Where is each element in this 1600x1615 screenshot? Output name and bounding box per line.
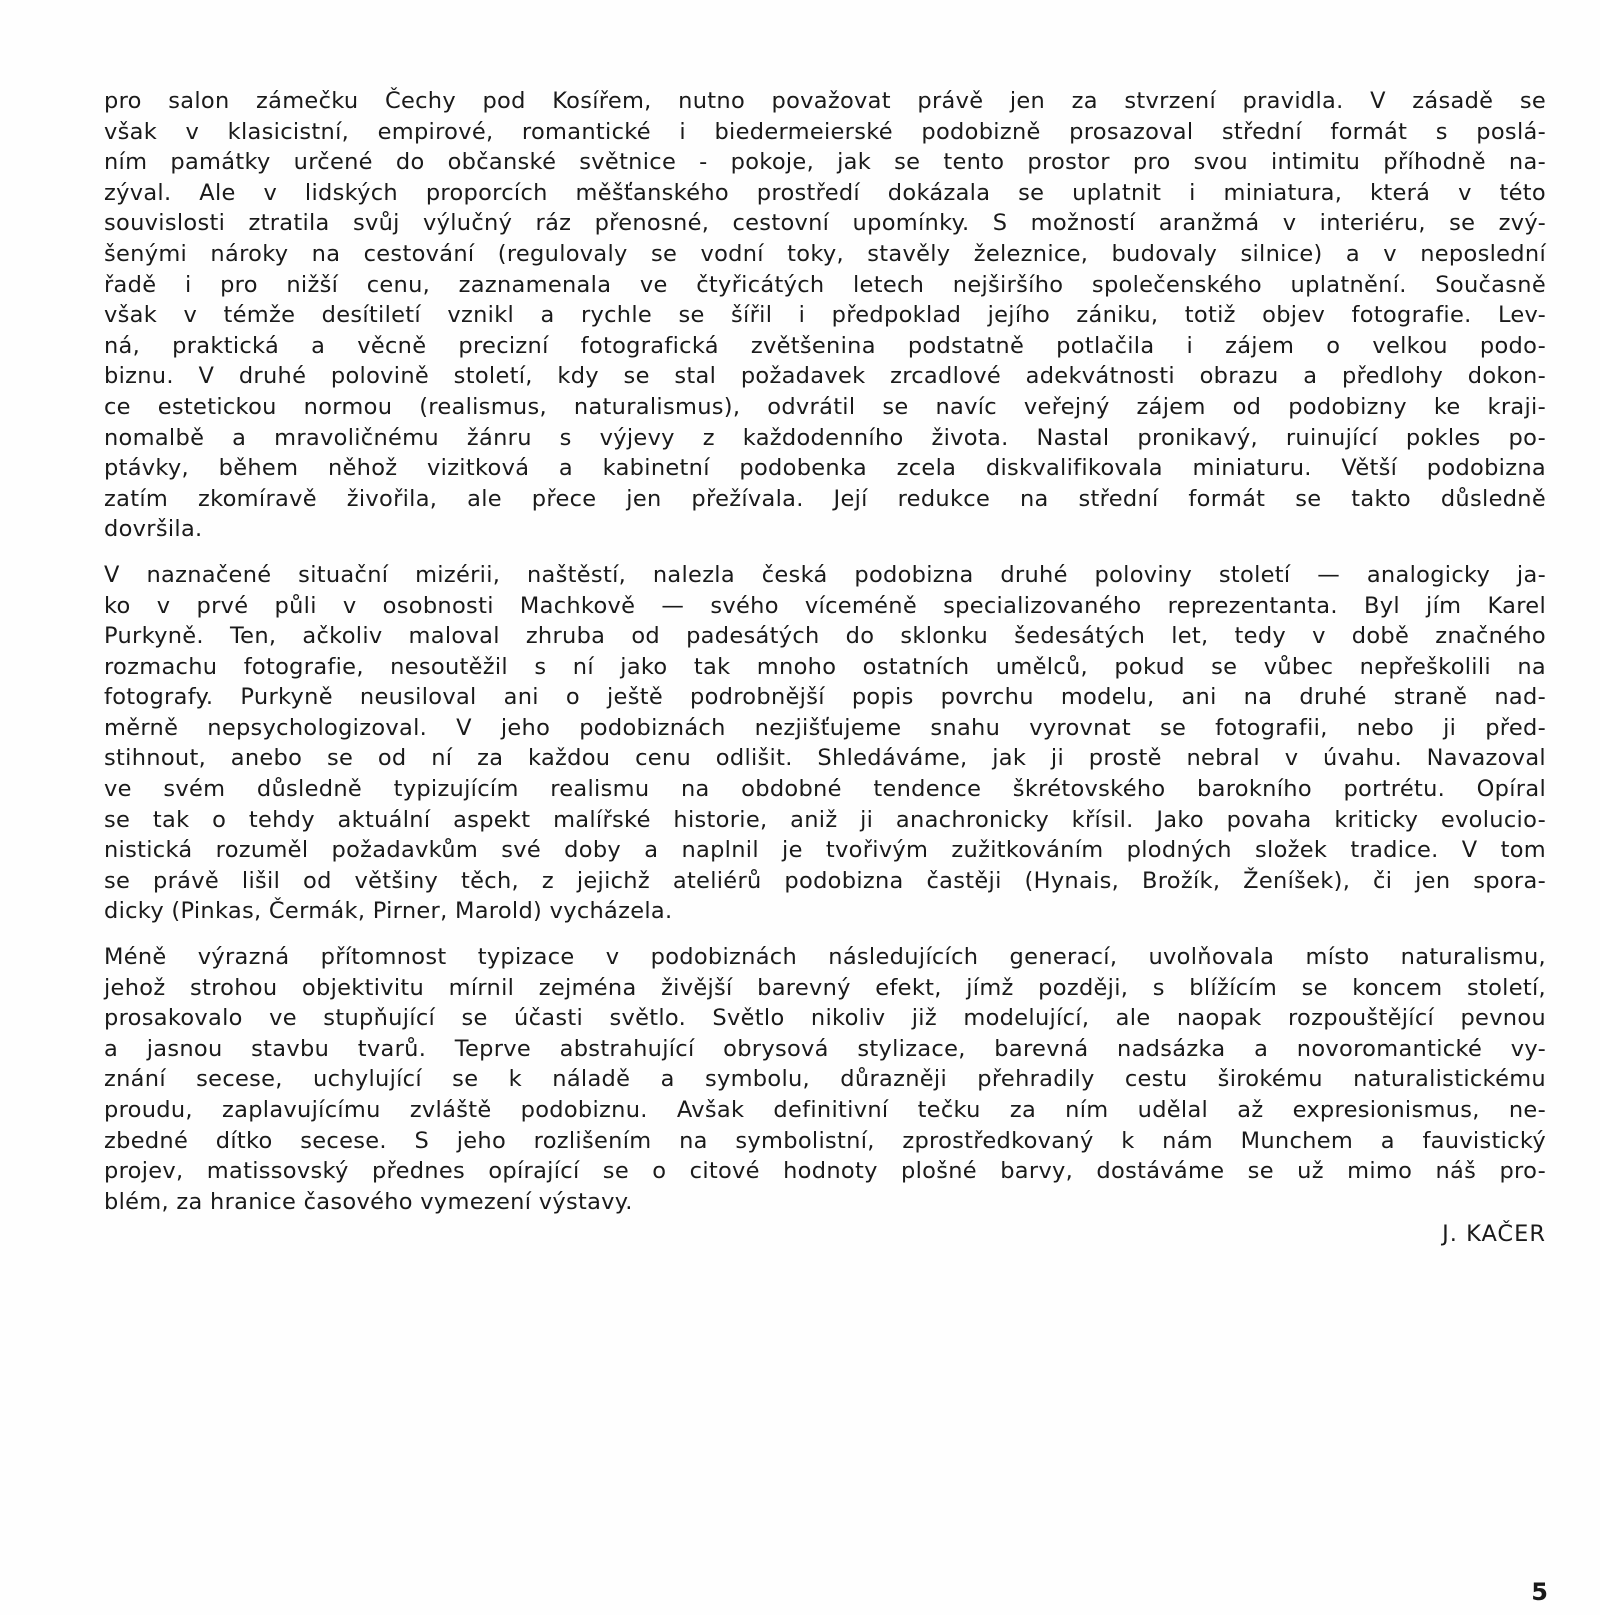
text-line: řadě i pro nižší cenu, zaznamenala ve čtyřicátých letech nejširšího společenského uplatnění. Současně: [104, 271, 1546, 298]
text-line: měrně nepsychologizoval. V jeho podobiznách nezjišťujeme snahu vyrovnat se fotografii, nebo ji před-: [104, 714, 1546, 741]
text-line: ko v prvé půli v osobnosti Machkově — svého víceméně specializovaného reprezentanta. Byl jím Karel: [104, 592, 1546, 619]
text-line: ce estetickou normou (realismus, naturalismus), odvrátil se navíc veřejný zájem od podobizny ke kraji-: [104, 393, 1546, 420]
text-line: rozmachu fotografie, nesoutěžil s ní jako tak mnoho ostatních umělců, pokud se vůbec nepřeškolili na: [104, 653, 1546, 680]
text-line: V naznačené situační mizérii, naštěstí, nalezla česká podobizna druhé poloviny století — analogicky ja-: [104, 561, 1546, 588]
text-line: zýval. Ale v lidských proporcích měšťanského prostředí dokázala se uplatnit i miniatura, která v této: [104, 179, 1546, 206]
text-line: fotografy. Purkyně neusiloval ani o ještě podrobnější popis povrchu modelu, ani na druhé straně nad-: [104, 684, 1546, 711]
page-number: 5: [1531, 1578, 1548, 1606]
text-line: ptávky, během něhož vizitková a kabinetní podobenka zcela diskvalifikovala miniaturu. Větší podobizna: [104, 455, 1546, 482]
text-line: znání secese, uchylující se k náladě a symbolu, důrazněji přehradily cestu širokému naturalistickému: [104, 1066, 1546, 1093]
text-line: však v témže desítiletí vznikl a rychle se šířil i předpoklad jejího zániku, totiž objev fotografie. Lev-: [104, 302, 1546, 329]
text-line: zbedné dítko secese. S jeho rozlišením na symbolistní, zprostředkovaný k nám Munchem a fauvistický: [104, 1127, 1546, 1154]
text-line: blém, za hranice časového vymezení výstavy.: [104, 1188, 633, 1215]
text-line: se právě lišil od většiny těch, z jejichž ateliérů podobizna častěji (Hynais, Brožík, Ženíšek), či jen spora-: [104, 867, 1546, 894]
text-line: stihnout, anebo se od ní za každou cenu odlišit. Shledáváme, jak ji prostě nebral v úvahu. Navazoval: [104, 745, 1546, 772]
text-line: pro salon zámečku Čechy pod Kosířem, nutno považovat právě jen za stvrzení pravidla. V zásadě se: [104, 88, 1546, 114]
text-line: nomalbě a mravoličnému žánru s výjevy z každodenního života. Nastal pronikavý, ruinující pokles po-: [104, 424, 1546, 451]
author-signature: J. KAČER: [1442, 1221, 1546, 1248]
text-line: Méně výrazná přítomnost typizace v podobiznách následujících generací, uvolňovala místo naturalismu,: [104, 944, 1546, 971]
text-line: ná, praktická a věcně precizní fotografická zvětšenina podstatně potlačila i zájem o velkou podo-: [104, 332, 1546, 359]
text-line: dovršila.: [104, 516, 203, 543]
text-line: a jasnou stavbu tvarů. Teprve abstrahující obrysová stylizace, barevná nadsázka a novoromantické vy-: [104, 1035, 1546, 1062]
text-line: dicky (Pinkas, Čermák, Pirner, Marold) vycházela.: [104, 898, 673, 925]
text-line: proudu, zaplavujícímu zvláště podobiznu. Avšak definitivní tečku za ním udělal až expresionismus, ne-: [104, 1097, 1546, 1123]
text-line: šenými nároky na cestování (regulovaly se vodní toky, stavěly železnice, budovaly silnice) a v neposlední: [104, 240, 1546, 267]
text-line: jehož strohou objektivitu mírnil zejména živější barevný efekt, jímž později, s blížícím se koncem století,: [104, 974, 1546, 1001]
text-line: biznu. V druhé polovině století, kdy se stal požadavek zrcadlové adekvátnosti obrazu a předlohy dokon-: [104, 363, 1546, 390]
text-line: ve svém důsledně typizujícím realismu na obdobné tendence škrétovského barokního portrétu. Opíral: [104, 776, 1546, 803]
text-column: [104, 86, 1546, 1249]
text-line: souvislosti ztratila svůj výlučný ráz přenosné, cestovní upomínky. S možností aranžmá v interiéru, se zvý-: [104, 210, 1546, 237]
text-line: projev, matissovský přednes opírající se o citové hodnoty plošné barvy, dostáváme se už mimo náš pro-: [104, 1158, 1546, 1185]
paragraph-2: [104, 560, 1546, 927]
paragraph-3: [104, 942, 1546, 1217]
text-line: ním památky určené do občanské světnice - pokoje, jak se tento prostor pro svou intimitu příhodně na-: [104, 149, 1546, 176]
text-line: Purkyně. Ten, ačkoliv maloval zhruba od padesátých do sklonku šedesátých let, tedy v době značného: [104, 623, 1546, 650]
text-line: se tak o tehdy aktuální aspekt malířské historie, aniž ji anachronicky křísil. Jako povaha kriticky evolucio-: [104, 806, 1546, 833]
text-line: však v klasicistní, empirové, romantické i biedermeierské podobizně prosazoval střední formát s poslá-: [104, 118, 1546, 145]
text-line: prosakovalo ve stupňující se účasti světlo. Světlo nikoliv již modelující, ale naopak rozpouštějící pevnou: [104, 1005, 1546, 1032]
text-line: nistická rozuměl požadavkům své doby a naplnil je tvořivým zužitkováním plodných složek tradice. V tom: [104, 837, 1546, 864]
paragraph-1: [104, 86, 1546, 545]
text-line: zatím zkomíravě živořila, ale přece jen přežívala. Její redukce na střední formát se takto důsledně: [104, 485, 1546, 512]
